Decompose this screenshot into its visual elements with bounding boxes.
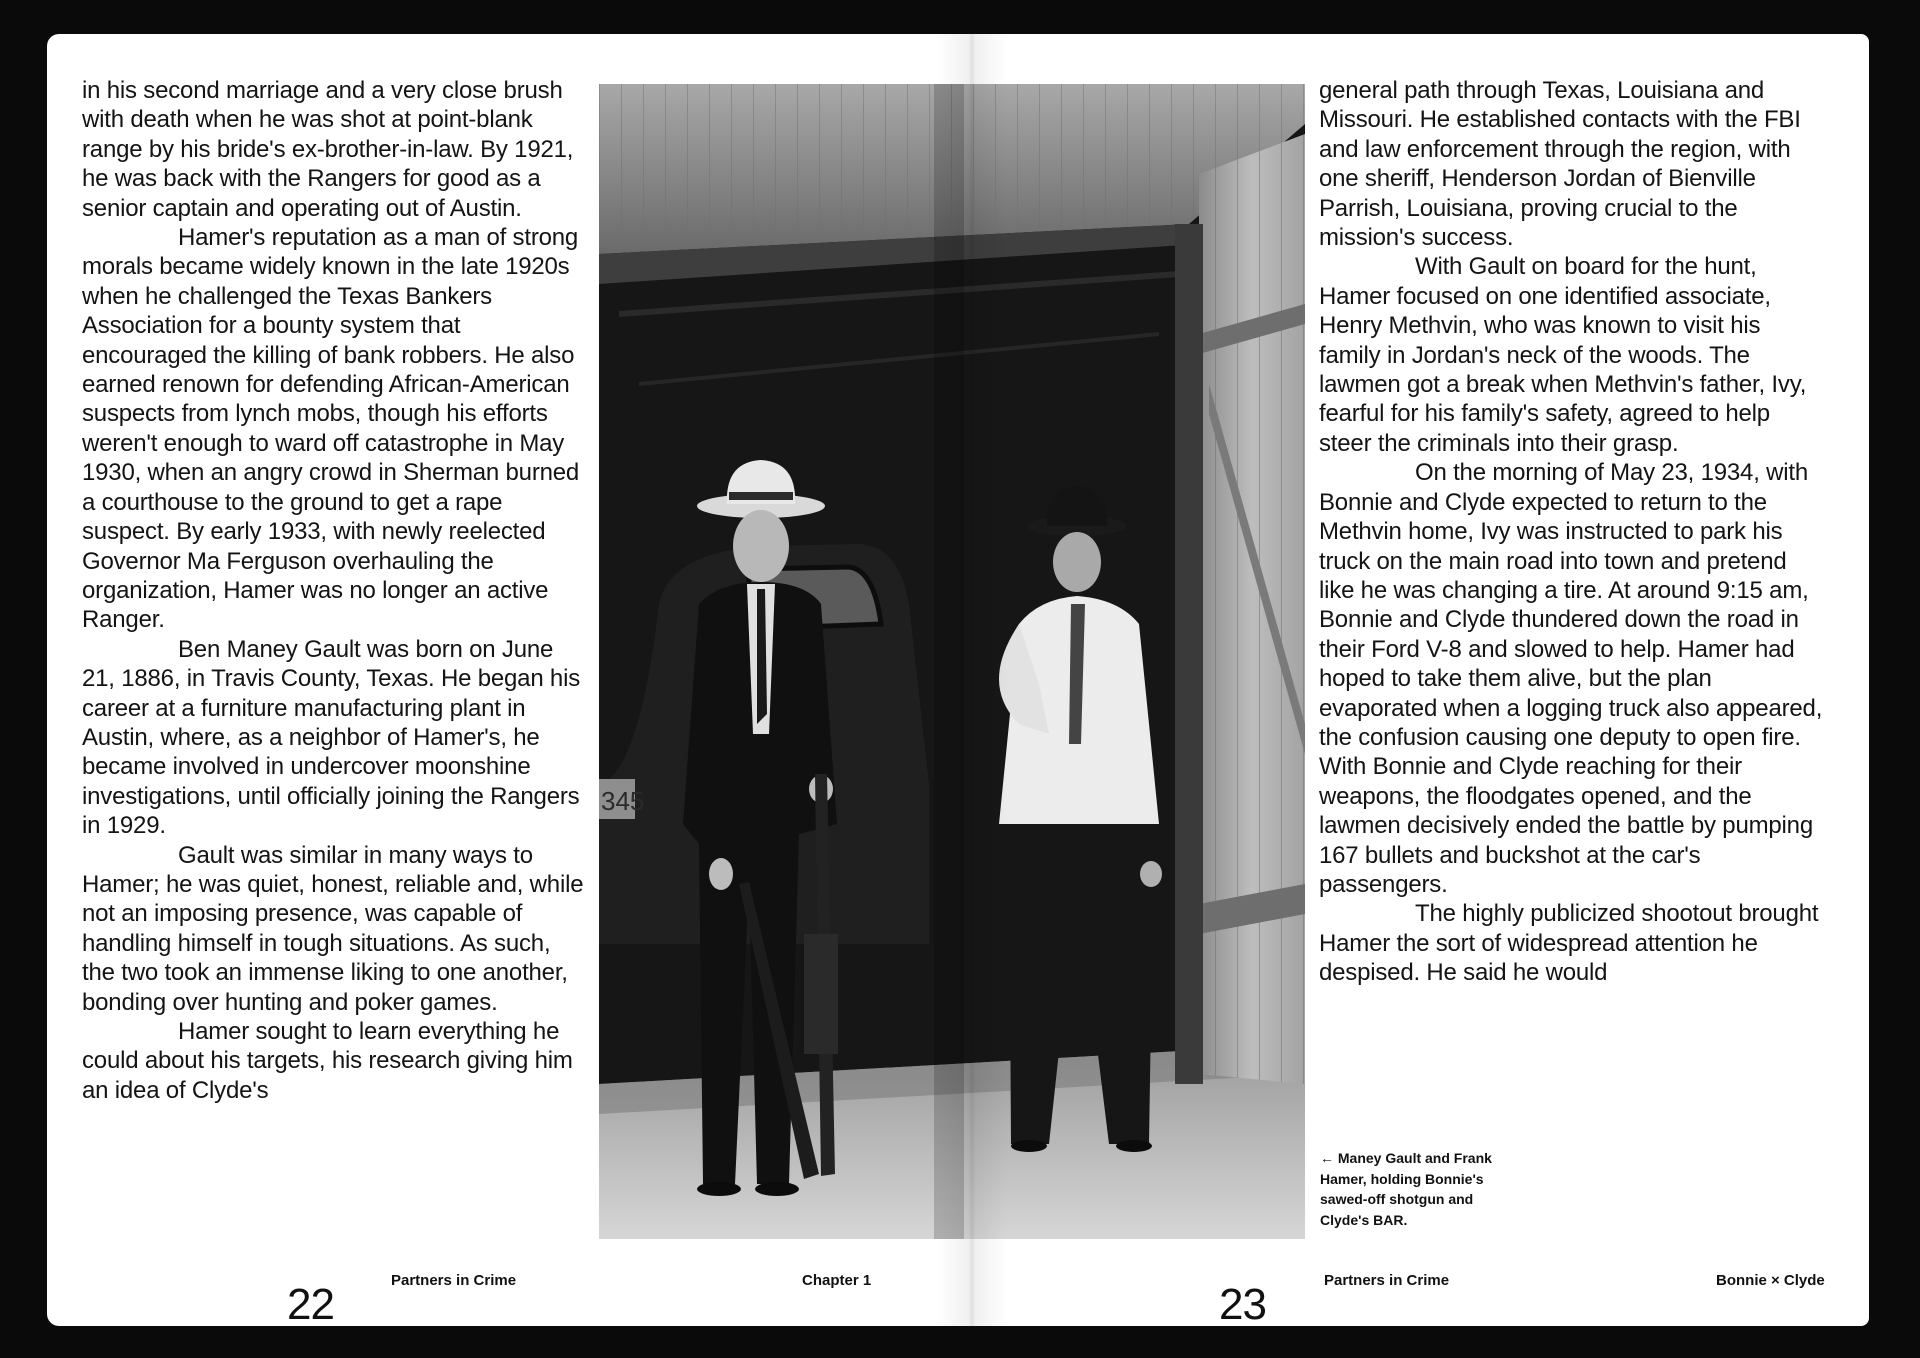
magazine-spread [47,34,1869,1326]
paragraph: Hamer's reputation as a man of strong morals became widely known in the late 1920s when he challenged the Texas Bankers Association for a bounty system that encouraged the killing of bank robbers. He also earned renown for defending African-American suspects from lynch mobs, though his efforts weren't enough to ward off catastrophe in May 1930, when an angry crowd in Sherman burned a courthouse to the ground to get a rape suspect. By early 1933, with newly reelected Governor Ma Ferguson overhauling the organization, Hamer was no longer an active Ranger. [82,224,580,634]
photo-illustration [599,84,1305,1239]
book-title: Bonnie × Clyde [1716,1272,1825,1289]
paragraph: The highly publicized shootout brought Hamer the sort of widespread attention he despised. He said he would [1319,900,1819,987]
paragraph: With Gault on board for the hunt, Hamer focused on one identified associate, Henry Methvin, who was known to visit his family in Jordan's neck of the woods. The lawmen got a break when Methvin's father, Ivy, fearful for his family's safety, agreed to help steer the criminals into their grasp. [1319,253,1807,457]
page-number-right: 23 [1219,1280,1266,1326]
chapter-label: Chapter 1 [802,1272,872,1289]
paragraph: On the morning of May 23, 1934, with Bonnie and Clyde expected to return to the Methvin home, Ivy was instructed to park his truck on the main road into town and pretend like he was changing a tire. At around 9:15 am, Bonnie and Clyde thundered down the road in their Ford V-8 and slowed to help. Hamer had hoped to take them alive, but the plan evaporated when a logging truck also appeared, the confusion causing one deputy to open fire. With Bonnie and Clyde reaching for their weapons, the floodgates opened, and the lawmen decisively ended the battle by pumping 167 bullets and buckshot at the car's passengers. [1319,459,1823,898]
left-text-column [82,76,587,1105]
paragraph: general path through Texas, Louisiana and Missouri. He established contacts with the FBI and law enforcement through the region, with one sheriff, Henderson Jordan of Bienville Parrish, Louisiana, proving crucial to the mission's success. [1319,77,1801,252]
paragraph: Hamer sought to learn everything he could about his targets, his research giving him an idea of Clyde's [82,1018,573,1104]
paragraph: in his second marriage and a very close brush with death when he was shot at point-blank range by his bride's ex-brother-in-law. By 1921, he was back with the Rangers for good as a senior captain and operating out of Austin. [82,77,574,222]
running-title-right: Partners in Crime [1324,1272,1450,1289]
right-text-column [1319,76,1824,988]
historical-photo [599,84,1305,1239]
photo-caption: ← Maney Gault and Frank Hamer, holding Bonnie's sawed-off shotgun and Clyde's BAR. [1320,1150,1492,1228]
page-number-left: 22 [287,1280,334,1326]
paragraph: Ben Maney Gault was born on June 21, 1886, in Travis County, Texas. He began his career at a furniture manufacturing plant in Austin, where, as a neighbor of Hamer's, he became involved in undercover moonshine investigations, until officially joining the Rangers in 1929. [82,635,581,840]
running-title-left: Partners in Crime [391,1272,517,1289]
paragraph: Gault was similar in many ways to Hamer; he was quiet, honest, reliable and, while not an imposing presence, was capable of handling himself in tough situations. As such, the two took an immense liking to one another, bonding over hunting and poker games. [82,841,584,1016]
license-plate-text: 345 [601,786,645,816]
